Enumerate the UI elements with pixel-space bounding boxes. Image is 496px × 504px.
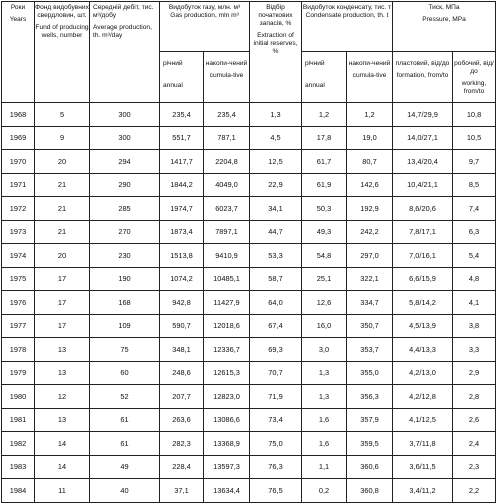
cell-wells: 17 <box>35 267 90 291</box>
header-gas-annual-en: annual <box>163 81 183 89</box>
cell-gas-cumulative: 13634,4 <box>204 479 250 503</box>
header-condensate-annual-ua: річний <box>305 60 325 67</box>
cell-year: 1973 <box>2 220 35 244</box>
cell-wells: 21 <box>35 173 90 197</box>
cell-condensate-annual: 1,3 <box>302 361 347 385</box>
header-rate <box>90 2 160 103</box>
cell-year: 1971 <box>2 173 35 197</box>
cell-gas-annual: 942,8 <box>160 291 204 315</box>
cell-pressure-formation: 4,2/13,0 <box>393 361 453 385</box>
cell-condensate-cumulative: 1,2 <box>347 103 393 127</box>
cell-wells: 20 <box>35 244 90 268</box>
header-condensate-cumulative <box>347 52 393 103</box>
production-table <box>1 1 496 503</box>
cell-gas-annual: 207,7 <box>160 385 204 409</box>
cell-gas-annual: 282,3 <box>160 432 204 456</box>
table-body <box>2 103 496 503</box>
cell-gas-cumulative: 9410,9 <box>204 244 250 268</box>
header-pressure-formation <box>393 52 453 103</box>
header-pressure-ua: Тиск, МПа <box>428 4 460 11</box>
cell-reserves: 76,5 <box>250 479 302 503</box>
cell-condensate-cumulative: 359,5 <box>347 432 393 456</box>
cell-gas-cumulative: 12615,3 <box>204 361 250 385</box>
cell-rate: 52 <box>90 385 160 409</box>
cell-year: 1981 <box>2 408 35 432</box>
cell-year: 1970 <box>2 150 35 174</box>
table-row <box>2 338 496 362</box>
cell-pressure-working: 5,4 <box>453 244 496 268</box>
cell-rate: 290 <box>90 173 160 197</box>
cell-pressure-working: 7,4 <box>453 197 496 221</box>
cell-condensate-cumulative: 322,1 <box>347 267 393 291</box>
cell-pressure-formation: 14,7/29,9 <box>393 103 453 127</box>
cell-gas-annual: 248,6 <box>160 361 204 385</box>
cell-pressure-working: 2,8 <box>453 385 496 409</box>
cell-wells: 13 <box>35 338 90 362</box>
cell-condensate-annual: 1,3 <box>302 385 347 409</box>
cell-gas-cumulative: 7897,1 <box>204 220 250 244</box>
cell-condensate-annual: 50,3 <box>302 197 347 221</box>
cell-reserves: 76,3 <box>250 455 302 479</box>
cell-wells: 17 <box>35 314 90 338</box>
cell-reserves: 73,4 <box>250 408 302 432</box>
cell-pressure-working: 2,2 <box>453 479 496 503</box>
header-pressure-en: Pressure, MPa <box>422 15 466 23</box>
cell-pressure-formation: 7,8/17,1 <box>393 220 453 244</box>
cell-condensate-annual: 54,8 <box>302 244 347 268</box>
header-pressure <box>393 2 496 52</box>
cell-gas-annual: 590,7 <box>160 314 204 338</box>
cell-pressure-formation: 5,8/14,2 <box>393 291 453 315</box>
cell-condensate-annual: 25,1 <box>302 267 347 291</box>
header-wells-en: Fund of producing wells, number <box>35 23 89 39</box>
header-condensate <box>302 2 393 52</box>
header-gas-annual <box>160 52 204 103</box>
cell-pressure-formation: 14,0/27,1 <box>393 126 453 150</box>
cell-reserves: 69,3 <box>250 338 302 362</box>
cell-condensate-cumulative: 192,9 <box>347 197 393 221</box>
cell-pressure-formation: 6,6/15,9 <box>393 267 453 291</box>
header-gas-cumulative-ua: накопи-чений <box>205 60 248 67</box>
cell-reserves: 44,7 <box>250 220 302 244</box>
cell-reserves: 75,0 <box>250 432 302 456</box>
cell-gas-cumulative: 10485,1 <box>204 267 250 291</box>
cell-condensate-annual: 17,8 <box>302 126 347 150</box>
cell-gas-annual: 37,1 <box>160 479 204 503</box>
cell-wells: 21 <box>35 220 90 244</box>
cell-condensate-annual: 1,6 <box>302 408 347 432</box>
cell-condensate-cumulative: 357,9 <box>347 408 393 432</box>
cell-condensate-cumulative: 297,0 <box>347 244 393 268</box>
cell-gas-cumulative: 4049,0 <box>204 173 250 197</box>
cell-condensate-cumulative: 334,7 <box>347 291 393 315</box>
cell-pressure-formation: 7,0/16,1 <box>393 244 453 268</box>
cell-rate: 294 <box>90 150 160 174</box>
table-row <box>2 361 496 385</box>
cell-rate: 75 <box>90 338 160 362</box>
header-gas-annual-ua: річний <box>163 60 183 67</box>
cell-gas-annual: 1417,7 <box>160 150 204 174</box>
cell-condensate-annual: 1,6 <box>302 432 347 456</box>
cell-pressure-formation: 13,4/20,4 <box>393 150 453 174</box>
cell-condensate-cumulative: 80,7 <box>347 150 393 174</box>
cell-gas-cumulative: 13597,3 <box>204 455 250 479</box>
cell-condensate-annual: 16,0 <box>302 314 347 338</box>
cell-reserves: 71,9 <box>250 385 302 409</box>
table-row <box>2 150 496 174</box>
header-reserves <box>250 2 302 103</box>
cell-wells: 17 <box>35 291 90 315</box>
header-condensate-cumulative-en: cumula-tive <box>352 71 387 79</box>
cell-condensate-cumulative: 360,6 <box>347 455 393 479</box>
header-gas <box>160 2 250 52</box>
cell-gas-cumulative: 235,4 <box>204 103 250 127</box>
header-gas-en: Gas production, mln m³ <box>170 11 239 19</box>
cell-year: 1968 <box>2 103 35 127</box>
table-row <box>2 291 496 315</box>
cell-pressure-working: 2,3 <box>453 455 496 479</box>
table-row <box>2 220 496 244</box>
cell-condensate-annual: 49,3 <box>302 220 347 244</box>
cell-pressure-working: 4,8 <box>453 267 496 291</box>
cell-pressure-formation: 4,1/12,5 <box>393 408 453 432</box>
cell-pressure-formation: 3,7/11,8 <box>393 432 453 456</box>
header-gas-ua: Видобуток газу, млн. м³ <box>168 4 241 11</box>
cell-gas-cumulative: 13086,6 <box>204 408 250 432</box>
cell-rate: 168 <box>90 291 160 315</box>
cell-gas-cumulative: 12018,6 <box>204 314 250 338</box>
cell-reserves: 22,9 <box>250 173 302 197</box>
table-row <box>2 126 496 150</box>
cell-wells: 12 <box>35 385 90 409</box>
cell-gas-cumulative: 12823,0 <box>204 385 250 409</box>
cell-gas-cumulative: 12336,7 <box>204 338 250 362</box>
header-condensate-cumulative-ua: накопи-чений <box>348 60 391 67</box>
cell-pressure-working: 3,3 <box>453 338 496 362</box>
table-row <box>2 314 496 338</box>
header-rate-ua: Середній дебіт, тис. м³/добу <box>93 4 154 19</box>
cell-reserves: 53,3 <box>250 244 302 268</box>
table-row <box>2 408 496 432</box>
cell-gas-annual: 348,1 <box>160 338 204 362</box>
cell-pressure-working: 6,3 <box>453 220 496 244</box>
cell-gas-cumulative: 6023,7 <box>204 197 250 221</box>
cell-gas-annual: 1074,2 <box>160 267 204 291</box>
header-wells-ua: Фонд видобувних свердловин, шт. <box>35 4 89 19</box>
cell-reserves: 58,7 <box>250 267 302 291</box>
table-row <box>2 455 496 479</box>
header-condensate-en: Condensate production, th. t <box>305 11 389 19</box>
cell-gas-annual: 235,4 <box>160 103 204 127</box>
cell-pressure-formation: 8,6/20,6 <box>393 197 453 221</box>
cell-pressure-working: 3,8 <box>453 314 496 338</box>
cell-wells: 20 <box>35 150 90 174</box>
cell-reserves: 64,0 <box>250 291 302 315</box>
table-row <box>2 479 496 503</box>
cell-condensate-annual: 1,1 <box>302 455 347 479</box>
cell-year: 1979 <box>2 361 35 385</box>
header-pressure-working <box>453 52 496 103</box>
header-years <box>2 2 35 103</box>
header-pressure-working-en: working, from/to <box>461 79 487 95</box>
cell-rate: 40 <box>90 479 160 503</box>
cell-reserves: 34,1 <box>250 197 302 221</box>
header-gas-cumulative-en: cumula-tive <box>209 71 244 79</box>
cell-wells: 9 <box>35 126 90 150</box>
cell-rate: 109 <box>90 314 160 338</box>
cell-gas-cumulative: 11427,9 <box>204 291 250 315</box>
cell-pressure-formation: 4,4/13,3 <box>393 338 453 362</box>
cell-wells: 14 <box>35 432 90 456</box>
cell-condensate-cumulative: 355,0 <box>347 361 393 385</box>
cell-pressure-working: 8,5 <box>453 173 496 197</box>
cell-condensate-cumulative: 242,2 <box>347 220 393 244</box>
cell-condensate-annual: 61,9 <box>302 173 347 197</box>
cell-year: 1978 <box>2 338 35 362</box>
cell-rate: 190 <box>90 267 160 291</box>
cell-condensate-annual: 0,2 <box>302 479 347 503</box>
cell-wells: 11 <box>35 479 90 503</box>
cell-condensate-cumulative: 353,7 <box>347 338 393 362</box>
cell-pressure-working: 2,4 <box>453 432 496 456</box>
header-reserves-en: Extraction of initial reserves, % <box>253 31 298 55</box>
cell-rate: 60 <box>90 361 160 385</box>
cell-gas-cumulative: 787,1 <box>204 126 250 150</box>
cell-condensate-cumulative: 356,3 <box>347 385 393 409</box>
cell-year: 1976 <box>2 291 35 315</box>
cell-gas-annual: 263,6 <box>160 408 204 432</box>
cell-year: 1983 <box>2 455 35 479</box>
cell-year: 1977 <box>2 314 35 338</box>
cell-pressure-working: 10,5 <box>453 126 496 150</box>
header-reserves-ua: Відбір початкових запасів, % <box>258 4 293 27</box>
cell-condensate-cumulative: 360,8 <box>347 479 393 503</box>
cell-pressure-working: 9,7 <box>453 150 496 174</box>
table-row <box>2 432 496 456</box>
cell-rate: 230 <box>90 244 160 268</box>
cell-year: 1982 <box>2 432 35 456</box>
header-years-en: Years <box>9 15 27 23</box>
header-condensate-annual-en: annual <box>305 81 325 89</box>
cell-wells: 5 <box>35 103 90 127</box>
cell-rate: 61 <box>90 408 160 432</box>
cell-pressure-working: 2,9 <box>453 361 496 385</box>
cell-reserves: 4,5 <box>250 126 302 150</box>
cell-gas-annual: 551,7 <box>160 126 204 150</box>
cell-pressure-working: 10,8 <box>453 103 496 127</box>
table-row <box>2 244 496 268</box>
cell-pressure-formation: 4,5/13,9 <box>393 314 453 338</box>
cell-reserves: 70,7 <box>250 361 302 385</box>
cell-rate: 49 <box>90 455 160 479</box>
cell-reserves: 12,5 <box>250 150 302 174</box>
cell-pressure-formation: 4,2/12,8 <box>393 385 453 409</box>
cell-condensate-annual: 1,2 <box>302 103 347 127</box>
table-row <box>2 173 496 197</box>
cell-year: 1984 <box>2 479 35 503</box>
header-rate-en: Average production, th. m³/day <box>93 23 152 39</box>
cell-year: 1980 <box>2 385 35 409</box>
cell-pressure-formation: 3,4/11,2 <box>393 479 453 503</box>
cell-condensate-annual: 12,6 <box>302 291 347 315</box>
header-condensate-ua: Видобуток конденсату, тис. т <box>302 4 392 11</box>
cell-year: 1975 <box>2 267 35 291</box>
header-pressure-working-ua: робочий, від/до <box>454 60 494 75</box>
cell-year: 1972 <box>2 197 35 221</box>
table-row <box>2 103 496 127</box>
cell-condensate-annual: 3,0 <box>302 338 347 362</box>
cell-gas-annual: 1844,2 <box>160 173 204 197</box>
cell-gas-annual: 1513,8 <box>160 244 204 268</box>
cell-rate: 300 <box>90 103 160 127</box>
cell-condensate-annual: 61,7 <box>302 150 347 174</box>
header-pressure-formation-ua: пластовий, від/до <box>395 60 450 67</box>
cell-condensate-cumulative: 19,0 <box>347 126 393 150</box>
table-row <box>2 385 496 409</box>
cell-gas-annual: 1873,4 <box>160 220 204 244</box>
cell-pressure-working: 4,1 <box>453 291 496 315</box>
cell-wells: 21 <box>35 197 90 221</box>
header-pressure-formation-en: formation, from/to <box>396 71 449 79</box>
cell-rate: 285 <box>90 197 160 221</box>
cell-gas-cumulative: 13368,9 <box>204 432 250 456</box>
table-row <box>2 267 496 291</box>
cell-gas-annual: 228,4 <box>160 455 204 479</box>
cell-rate: 61 <box>90 432 160 456</box>
cell-rate: 270 <box>90 220 160 244</box>
cell-condensate-cumulative: 350,7 <box>347 314 393 338</box>
header-gas-cumulative <box>204 52 250 103</box>
cell-reserves: 1,3 <box>250 103 302 127</box>
cell-gas-annual: 1974,7 <box>160 197 204 221</box>
table-row <box>2 197 496 221</box>
cell-rate: 300 <box>90 126 160 150</box>
cell-wells: 13 <box>35 408 90 432</box>
cell-pressure-working: 2,6 <box>453 408 496 432</box>
cell-gas-cumulative: 2204,8 <box>204 150 250 174</box>
header-condensate-annual <box>302 52 347 103</box>
cell-wells: 14 <box>35 455 90 479</box>
cell-reserves: 67,4 <box>250 314 302 338</box>
cell-condensate-cumulative: 142,6 <box>347 173 393 197</box>
cell-year: 1974 <box>2 244 35 268</box>
cell-pressure-formation: 10,4/21,1 <box>393 173 453 197</box>
cell-wells: 13 <box>35 361 90 385</box>
header-wells <box>35 2 90 103</box>
cell-year: 1969 <box>2 126 35 150</box>
header-years-ua: Роки <box>10 4 26 11</box>
table-header <box>2 2 496 103</box>
cell-pressure-formation: 3,6/11,5 <box>393 455 453 479</box>
